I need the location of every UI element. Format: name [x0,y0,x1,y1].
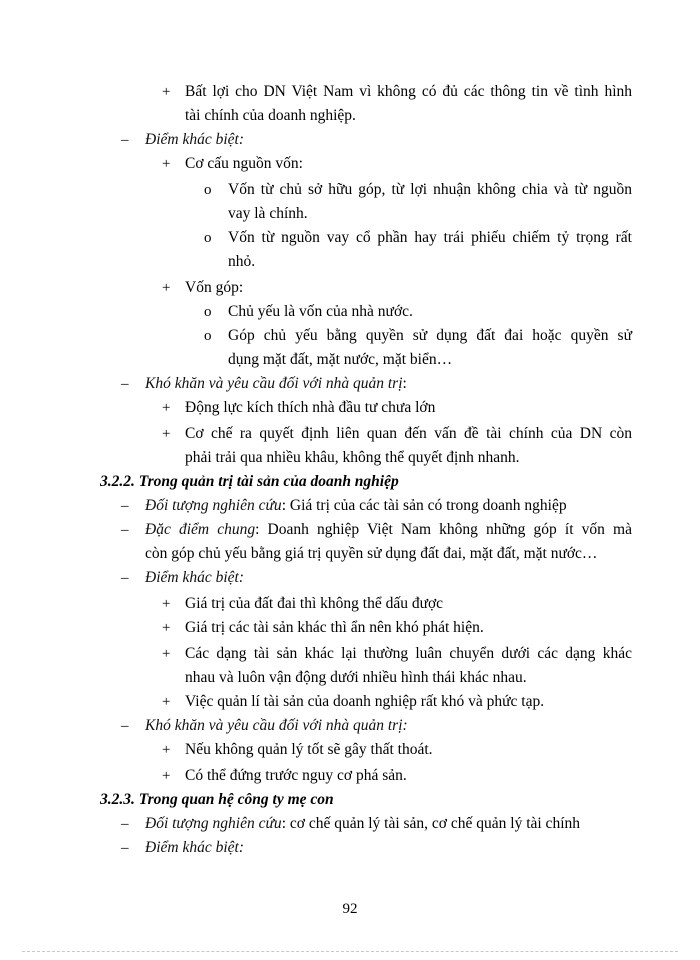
item-text [145,838,244,858]
item-label: Điểm khác biệt: [145,839,244,856]
plus-bullet: + [162,84,171,100]
item-text: Cơ cấu nguồn vốn: [185,155,303,172]
dash-bullet: – [121,816,129,832]
dash-bullet: – [121,522,129,538]
item-text: vay là chính. [228,205,308,222]
plus-bullet: + [162,646,171,662]
dash-bullet: – [121,570,129,586]
item-rest: : [402,375,407,392]
plus-bullet: + [162,694,171,710]
plus-bullet: + [162,426,171,442]
item-label: Đặc điểm chung [145,521,256,538]
plus-bullet: + [162,400,171,416]
item-label: Điểm khác biệt: [145,569,244,586]
item-text: dụng mặt đất, mặt nước, mặt biển… [228,351,453,368]
circle-bullet: o [204,328,212,344]
item-rest: : Giá trị của các tài sản có trong doanh nghiệp [281,497,567,514]
item-text [145,716,408,736]
item-label: Đối tượng nghiên cứu [145,497,282,514]
heading-text: 3.2.3. Trong quan hệ công ty mẹ con [100,791,334,808]
dash-bullet: – [121,132,129,148]
item-text [145,814,580,834]
footer-rule [22,951,678,952]
item-text [145,130,244,150]
plus-bullet: + [162,742,171,758]
item-text: Vốn từ nguồn vay cổ phần hay trái phiếu chiếm tỷ trọng rất [228,229,632,246]
item-text: Vốn góp: [185,279,244,296]
item-text: Giá trị của đất đai thì không thể dấu được [185,595,444,612]
circle-bullet: o [204,182,212,198]
item-text: Nếu không quản lý tốt sẽ gây thất thoát. [185,741,433,758]
item-rest: : cơ chế quản lý tài sản, cơ chế quản lý tài chính [281,815,580,832]
plus-bullet: + [162,620,171,636]
item-text [145,568,244,588]
item-label: Đối tượng nghiên cứu [145,815,282,832]
item-text: Có thể đứng trước nguy cơ phá sản. [185,767,407,784]
dash-bullet: – [121,840,129,856]
item-text: nhau và luôn vận động dưới nhiều hình thái khác nhau. [185,669,527,686]
item-text: Góp chủ yếu bằng quyền sử dụng đất đai hoặc quyền sử [228,327,632,344]
item-text [145,496,567,516]
plus-bullet: + [162,768,171,784]
item-text: còn góp chủ yếu bằng giá trị quyền sử dụng đất đai, mặt đất, mặt nước… [145,545,598,562]
item-text: Cơ chế ra quyết định liên quan đến vấn đề tài chính của DN còn [185,425,632,442]
dash-bullet: – [121,718,129,734]
item-text: tài chính của doanh nghiệp. [185,107,356,124]
item-text: nhỏ. [228,253,256,270]
dash-bullet: – [121,376,129,392]
item-text: phải trải qua nhiều khâu, không thể quyết định nhanh. [185,449,520,466]
item-text: Việc quản lí tài sản của doanh nghiệp rất khó và phức tạp. [185,693,545,710]
item-text [145,520,632,540]
circle-bullet: o [204,304,212,320]
item-label: Khó khăn và yêu cầu đối với nhà quản trị: [145,717,408,734]
item-label: Khó khăn và yêu cầu đối với nhà quản trị [145,375,403,392]
page-number: 92 [342,901,358,917]
item-text: Vốn từ chủ sở hữu góp, từ lợi nhuận không chia và từ nguồn [228,181,632,198]
dash-bullet: – [121,498,129,514]
item-text: Giá trị các tài sản khác thì ẩn nên khó phát hiện. [185,619,484,636]
item-text: Bất lợi cho DN Việt Nam vì không có đủ các thông tin về tình hình [185,83,632,100]
item-text: Các dạng tài sản khác lại thường luân chuyển dưới các dạng khác [185,645,632,662]
heading-text: 3.2.2. Trong quản trị tài sản của doanh nghiệp [100,473,399,490]
item-rest: : Doanh nghiệp Việt Nam không những góp ít vốn mà [255,521,632,538]
plus-bullet: + [162,280,171,296]
item-text [145,374,407,394]
item-text: Động lực kích thích nhà đầu tư chưa lớn [185,399,436,416]
circle-bullet: o [204,230,212,246]
plus-bullet: + [162,156,171,172]
plus-bullet: + [162,596,171,612]
item-label: Điểm khác biệt: [145,131,244,148]
item-text: Chủ yếu là vốn của nhà nước. [228,303,413,320]
